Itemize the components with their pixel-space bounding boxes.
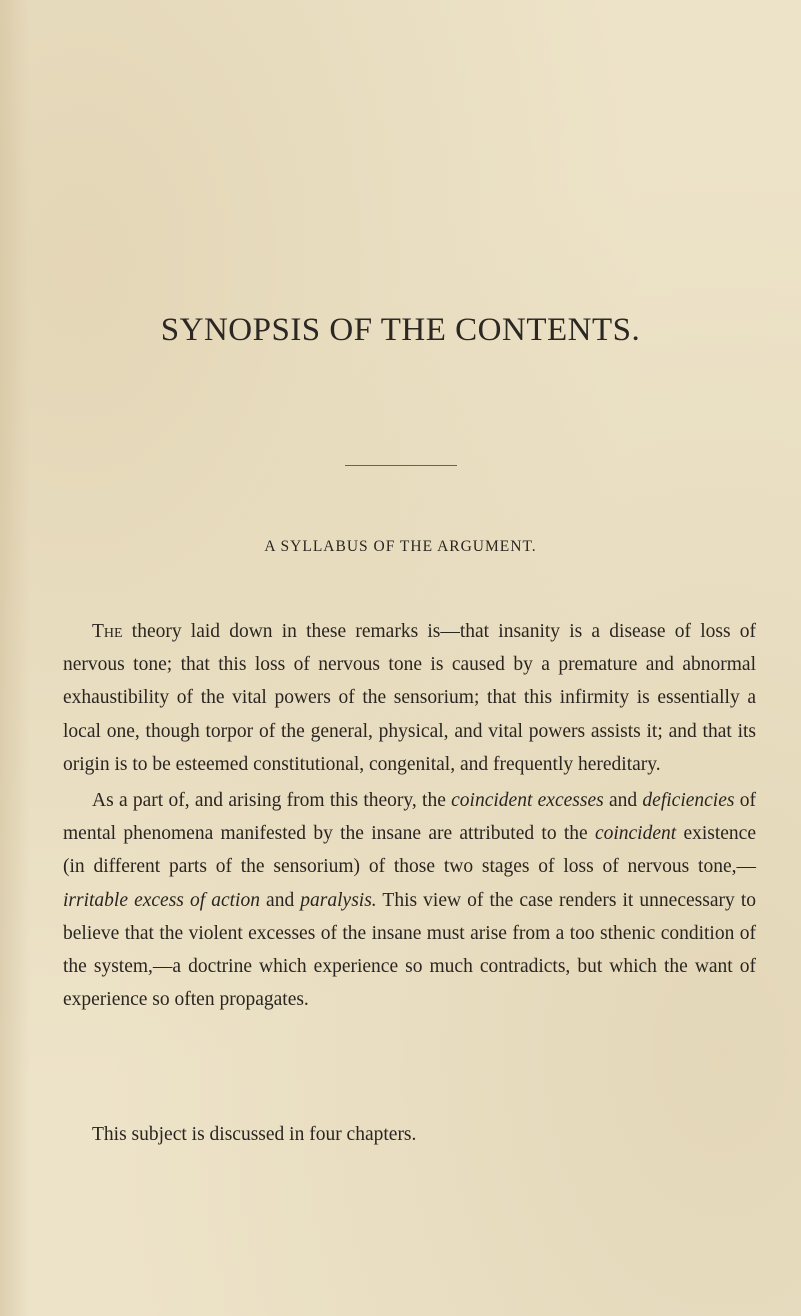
paragraph-chapters: This subject is discussed in four chapters. bbox=[92, 1124, 417, 1145]
syllabus-heading: A SYLLABUS OF THE ARGUMENT. bbox=[264, 538, 537, 555]
paragraph-theory bbox=[63, 615, 756, 781]
italic-term: paralysis. bbox=[300, 889, 377, 911]
paragraph-lead-word: The bbox=[92, 621, 123, 642]
text-segment: and bbox=[259, 889, 301, 911]
text-segment: existence (in different parts of the sensorium) of those two stages of loss of nervous tone,— bbox=[63, 823, 756, 878]
italic-term: deficiencies bbox=[642, 790, 735, 811]
text-segment: This view of the case renders it unnecessary to believe that the violent excesses of the insane must arise from a too sthenic condition of the system,—a doctrine which experience so much contradicts, but which the want of experience so often propagates. bbox=[63, 889, 756, 1011]
text-segment: of mental phenomena manifested by the insane are attributed to the bbox=[63, 790, 756, 845]
paragraph-theory-text: theory laid down in these remarks is—that insanity is a disease of loss of nervous tone; that this loss of nervous tone is caused by a premature and abnormal exhaustibility of the vital powers of the sensorium; that this infirmity is essentially a local one, though torpor of the general, physical, and vital powers assists it; and that its origin is to be esteemed constitutional, congenital, and frequently hereditary. bbox=[63, 621, 756, 775]
italic-term: irritable excess of action bbox=[63, 889, 260, 911]
page-title: SYNOPSIS OF THE CONTENTS. bbox=[160, 312, 641, 348]
title-divider bbox=[345, 465, 457, 466]
text-segment: As a part of, and arising from this theory, the bbox=[92, 790, 452, 811]
paragraph-coincident bbox=[63, 784, 756, 1016]
italic-term: coincident bbox=[594, 823, 677, 845]
text-segment: and bbox=[603, 790, 643, 811]
italic-term: coincident excesses bbox=[451, 790, 604, 811]
